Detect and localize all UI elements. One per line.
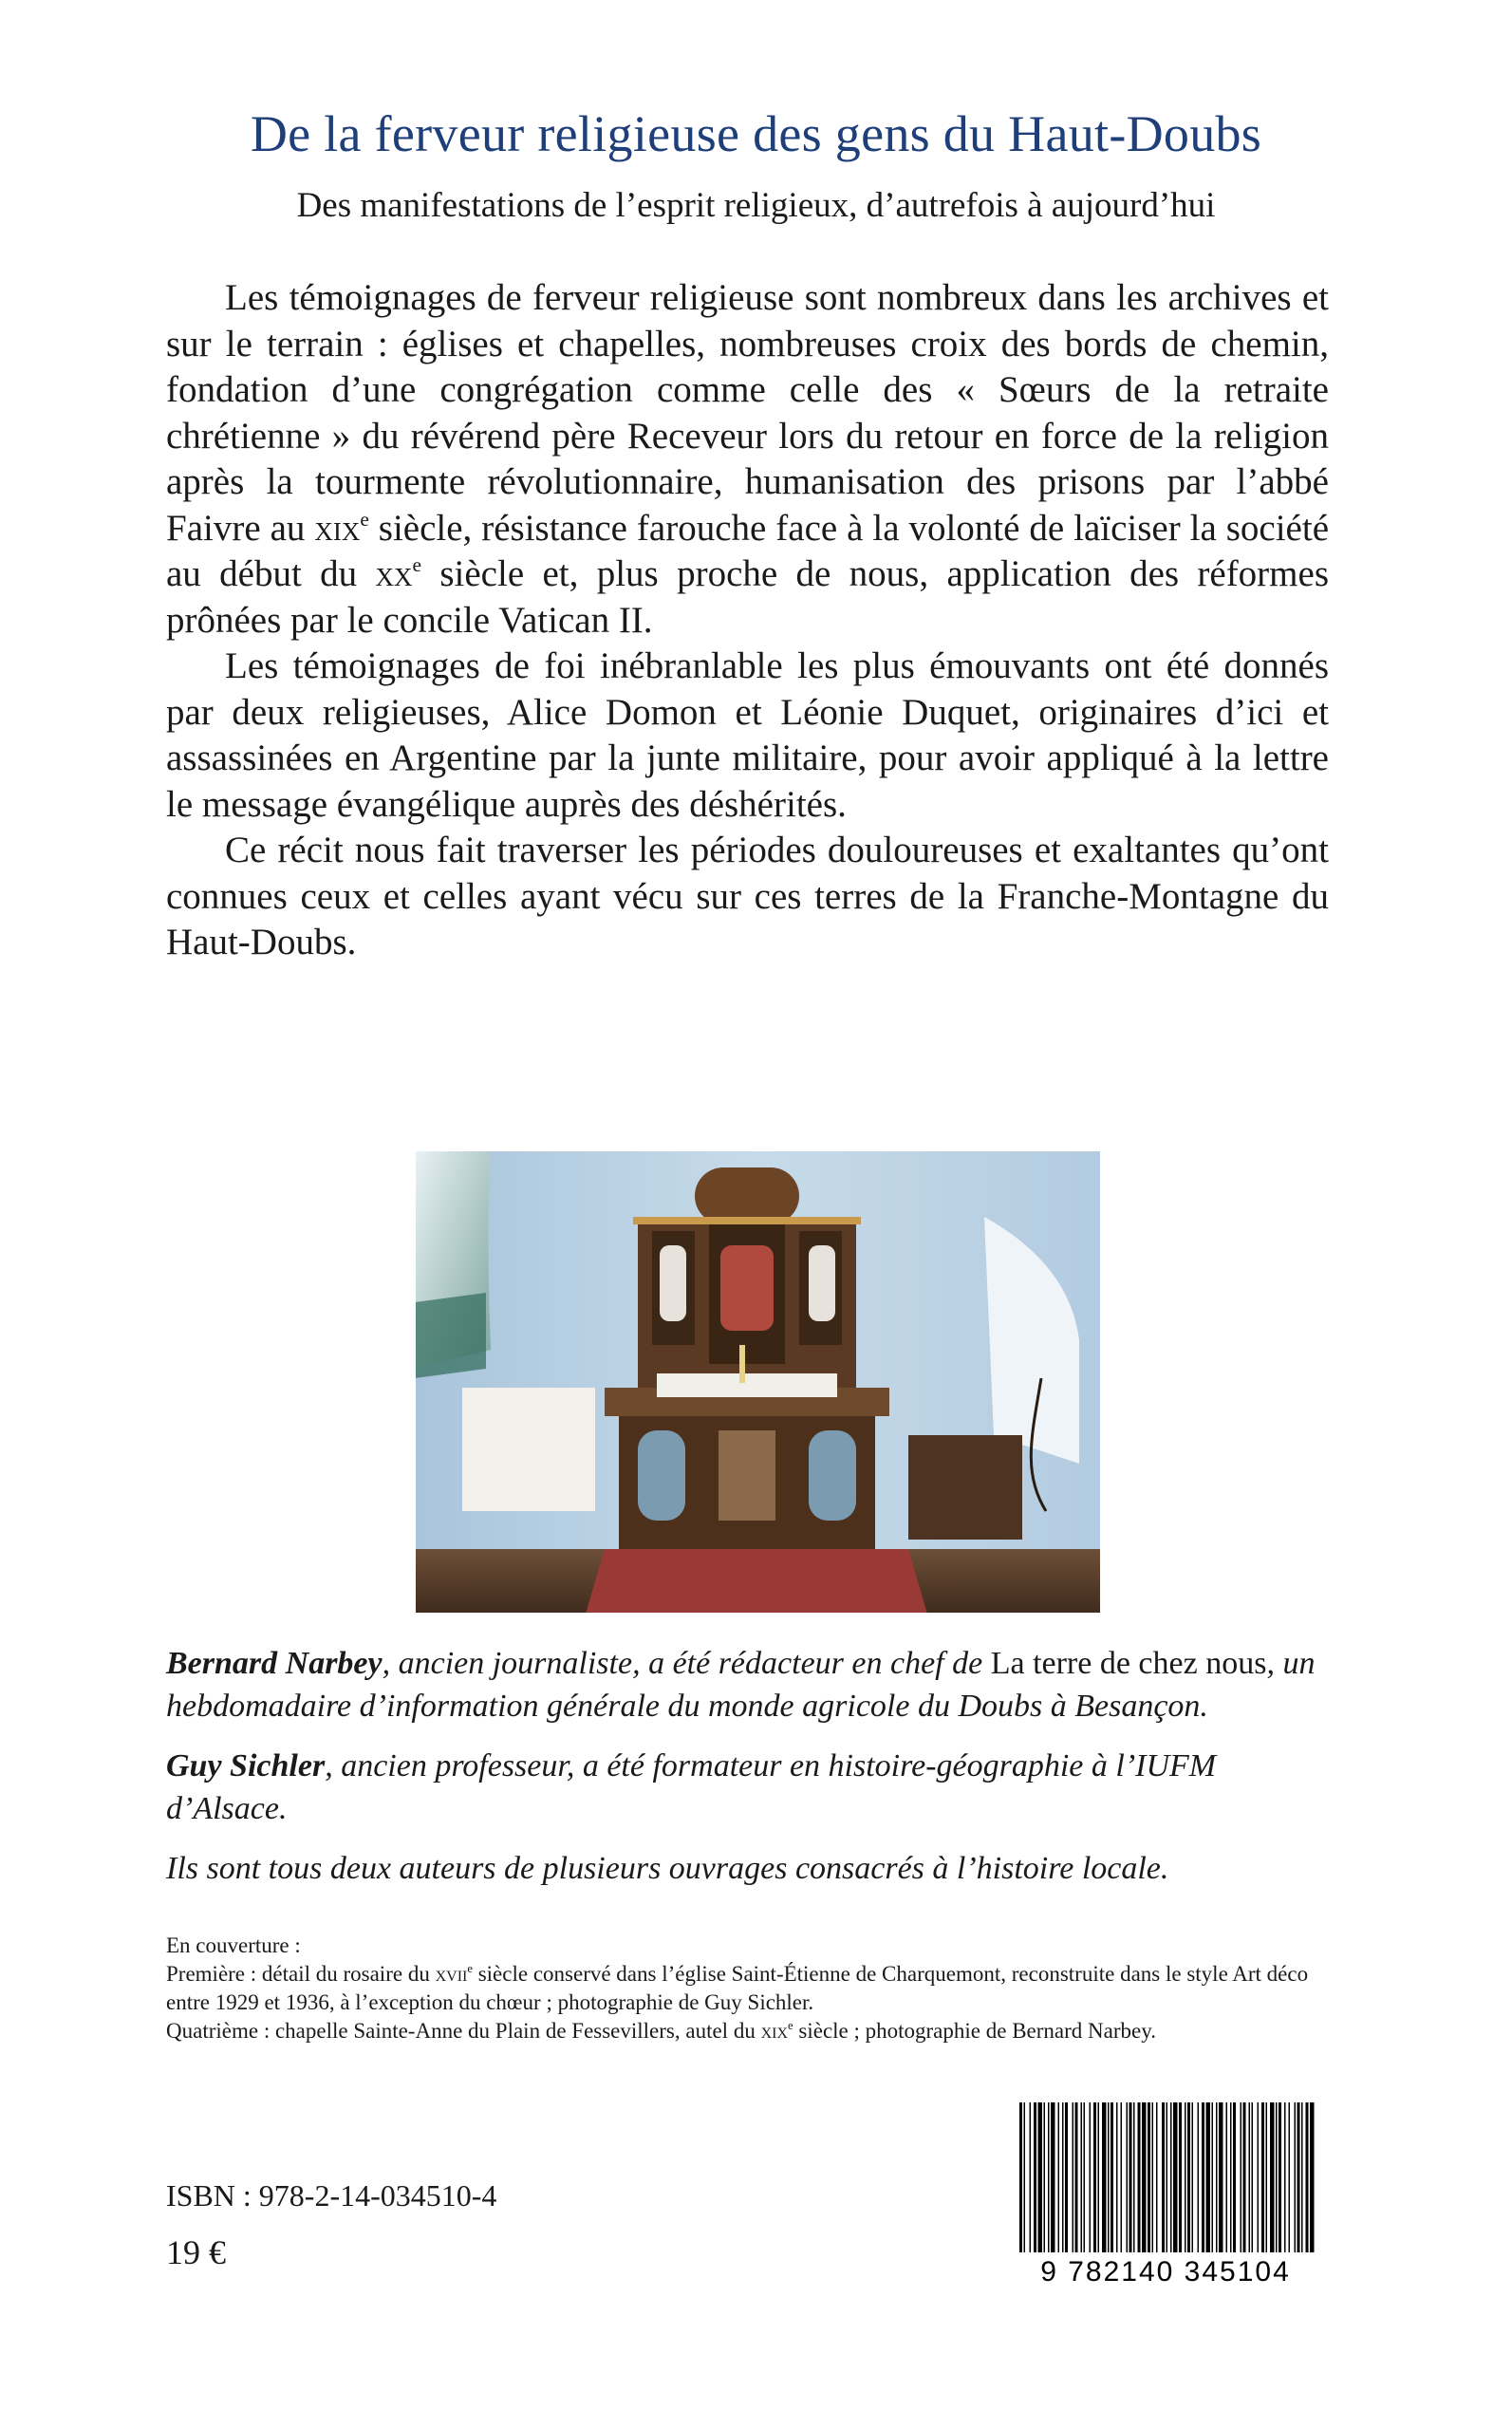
barcode-bar <box>1241 2102 1242 2252</box>
barcode-bar <box>1170 2102 1172 2252</box>
barcode-bar <box>1216 2102 1218 2252</box>
barcode-bar <box>1102 2102 1107 2252</box>
barcode-bar <box>1065 2102 1068 2252</box>
barcode-bar <box>1121 2102 1123 2252</box>
barcode-bar <box>1284 2102 1286 2252</box>
barcode-bar <box>1156 2102 1158 2252</box>
barcode-bar <box>1258 2102 1260 2252</box>
barcode-bar <box>1075 2102 1078 2252</box>
cover-credits <box>166 1932 1329 2045</box>
barcode-bar <box>1297 2102 1300 2252</box>
blurb-paragraph-1: Les témoignages de ferveur religieuse sont nombreux dans les archives et sur le terrain : églises et chapelles, nombreuses croix des bords de chemin, fondation d’une congrégation comme celle des « Sœurs de la retraite chrétienne » du révérend père Receveur lors du retour en force de la religion après la tourmente révolutionnaire, humanisation des prisons par l’abbé Faivre au xix$^e$ siècle, résistance farouche face à la volonté de laïciser la société au début du $xx^e$ siècle et, plus proche de nous, application des réformes prônées par le concile Vatican II. <box>166 277 1330 641</box>
barcode-bar <box>1133 2102 1135 2252</box>
barcode-bar <box>1226 2102 1228 2252</box>
barcode-bar <box>1019 2102 1022 2252</box>
barcode-bar <box>1301 2102 1303 2252</box>
authors-closing: Ils sont tous deux auteurs de plusieurs ouvrages consacrés à l’histoire locale. <box>166 1851 1169 1886</box>
barcode-bar <box>1073 2102 1074 2252</box>
price: 19 € <box>166 2233 226 2271</box>
barcode-bar <box>1081 2102 1083 2252</box>
barcode-bar <box>1108 2102 1110 2252</box>
barcode <box>1014 2102 1317 2288</box>
barcode-bar <box>1233 2102 1236 2252</box>
barcode-bar <box>1148 2102 1150 2252</box>
barcode-bar <box>1185 2102 1186 2252</box>
isbn: ISBN : 978-2-14-034510-4 <box>166 2178 497 2213</box>
barcode-bar <box>1127 2102 1129 2252</box>
barcode-bar <box>1051 2102 1055 2252</box>
barcode-bar <box>1266 2102 1268 2252</box>
barcode-bar <box>1093 2102 1096 2252</box>
barcode-bar <box>1024 2102 1026 2252</box>
barcode-bar <box>1249 2102 1251 2252</box>
barcode-bar <box>1084 2102 1086 2252</box>
barcode-bar <box>1030 2102 1032 2252</box>
barcode-bar <box>1179 2102 1182 2252</box>
barcode-bar <box>1034 2102 1036 2252</box>
barcode-bar <box>1062 2102 1064 2252</box>
barcode-bar <box>1038 2102 1043 2252</box>
barcode-bar <box>1192 2102 1194 2252</box>
barcode-bar <box>1198 2102 1200 2252</box>
barcode-bar <box>1129 2102 1132 2252</box>
barcode-bar <box>1090 2102 1092 2252</box>
barcode-bar <box>1306 2102 1309 2252</box>
barcode-bar <box>1138 2102 1141 2252</box>
barcode-bar <box>1111 2102 1113 2252</box>
barcode-bar <box>1142 2102 1147 2252</box>
author-bio-1: Bernard Narbey, ancien journaliste, a été rédacteur en chef de La terre de chez nous, un hebdomadaire d’information générale du monde agricole du Doubs à Besançon. <box>166 1646 1316 1724</box>
barcode-bar <box>1219 2102 1223 2252</box>
author-name-1: Bernard Narbey <box>166 1646 383 1681</box>
book-subtitle: Des manifestations de l’esprit religieux, d’autrefois à aujourd’hui <box>296 186 1216 225</box>
barcode-bar <box>1230 2102 1232 2252</box>
barcode-bar <box>1044 2102 1046 2252</box>
barcode-bar <box>1167 2102 1168 2252</box>
credit-back: Quatrième : chapelle Sainte-Anne du Plain de Fessevillers, autel du xix$^e$ siècle ; photographie de Bernard Narbey. <box>166 2019 1156 2043</box>
barcode-bar <box>1270 2102 1275 2252</box>
newspaper-title: La terre de chez nous <box>990 1646 1267 1681</box>
barcode-digits: 9 782140 345104 <box>1040 2256 1291 2288</box>
barcode-bar <box>1162 2102 1165 2252</box>
barcode-bar <box>1252 2102 1254 2252</box>
barcode-bar <box>1295 2102 1297 2252</box>
barcode-bar <box>1187 2102 1190 2252</box>
barcode-bar <box>1173 2102 1178 2252</box>
barcode-bar <box>1058 2102 1060 2252</box>
author-bio-2: Guy Sichler, ancien professeur, a été formateur en histoire-géographie à l’IUFM d’Alsace. <box>166 1748 1217 1826</box>
blurb-paragraph-2: Les témoignages de foi inébranlable les plus émouvants ont été donnés par deux religieuses, Alice Domon et Léonie Duquet, originaires d’ici et assassinées en Argentine par la junte militaire, pour avoir appliqué à la lettre le message évangélique auprès des déshérités. <box>166 645 1329 825</box>
barcode-bar <box>1116 2102 1118 2252</box>
barcode-bar <box>1289 2102 1291 2252</box>
barcode-bar <box>1276 2102 1278 2252</box>
barcode-bar <box>1279 2102 1281 2252</box>
barcode-bar <box>1048 2102 1050 2252</box>
blurb-paragraph-3: Ce récit nous fait traverser les périodes douloureuses et exaltantes qu’ont connues ceux et celles ayant vécu sur ces terres de la Franche-Montagne du Haut-Doubs. <box>166 830 1329 962</box>
barcode-bar <box>1310 2102 1315 2252</box>
author-bios <box>166 1642 1329 1907</box>
barcode-bar <box>1261 2102 1264 2252</box>
credit-front: Première : détail du rosaire du xvii$^e$ siècle conservé dans l’église Saint-Étienne de Charquemont, reconstruite dans le style Art déco entre 1929 et 1936, à l’exception du chœur ; photographie de Guy Sichler. <box>166 1962 1309 2014</box>
barcode-bar <box>1243 2102 1246 2252</box>
credits-heading: En couverture : <box>166 1933 301 1957</box>
barcode-bar <box>1212 2102 1214 2252</box>
chapel-altar-photo <box>415 1150 1101 1614</box>
book-title: De la ferveur religieuse des gens du Haut-Doubs <box>250 105 1262 162</box>
barcode-bar <box>1098 2102 1100 2252</box>
author-name-2: Guy Sichler <box>166 1748 326 1783</box>
barcode-bar <box>1152 2102 1154 2252</box>
blurb <box>166 275 1329 966</box>
barcode-bar <box>1202 2102 1204 2252</box>
barcode-bar <box>1206 2102 1211 2252</box>
